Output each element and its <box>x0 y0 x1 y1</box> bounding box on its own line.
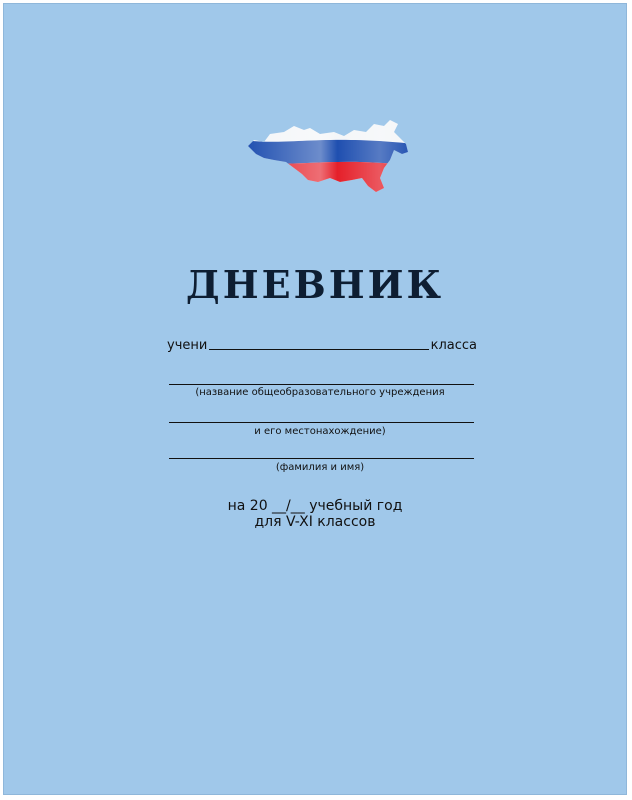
student-class-blank[interactable] <box>209 349 428 350</box>
russia-flag-map-icon <box>244 116 414 194</box>
student-class-line <box>167 338 477 353</box>
institution-blank[interactable] <box>169 384 474 385</box>
name-caption: (фамилия и имя) <box>275 462 365 473</box>
diary-cover <box>3 3 627 795</box>
location-caption: и его местонахождение) <box>254 426 386 437</box>
page-title: ДНЕВНИК <box>185 262 445 307</box>
grades-line: для V-XI классов <box>254 514 376 530</box>
student-prefix-label: учени <box>167 338 208 353</box>
location-blank[interactable] <box>169 422 474 423</box>
institution-caption: (название общеобразовательного учреждения <box>195 387 445 398</box>
school-year-line: на 20 __/__ учебный год <box>227 498 403 514</box>
class-suffix-label: класса <box>430 338 477 353</box>
name-blank[interactable] <box>169 458 474 459</box>
